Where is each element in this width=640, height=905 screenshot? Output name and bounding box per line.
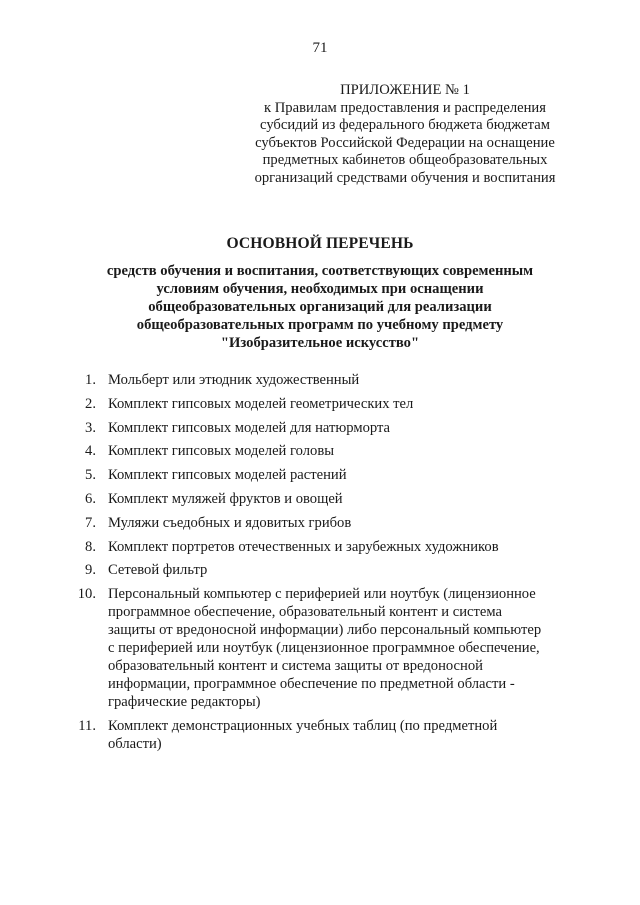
list-item-number: 10. — [77, 586, 96, 603]
list-item-line: образовательный контент и система защиты от вредоносной — [108, 658, 483, 675]
list-item-line: Комплект демонстрационных учебных таблиц (по предметной — [108, 717, 498, 734]
list-item — [0, 371, 640, 395]
subtitle-line: условиям обучения, необходимых при оснащении — [156, 281, 484, 297]
appendix-line: субсидий из федерального бюджета бюджетам — [260, 117, 550, 133]
list-item-number: 9. — [85, 562, 96, 579]
document-title: ОСНОВНОЙ ПЕРЕЧЕНЬ — [226, 235, 414, 252]
appendix-line: предметных кабинетов общеобразовательных — [262, 152, 548, 168]
appendix-line: субъектов Российской Федерации на оснащение — [255, 134, 555, 151]
list-item-line: Сетевой фильтр — [108, 562, 208, 579]
list-item — [0, 395, 640, 419]
list-item — [0, 419, 640, 443]
list-item-line: защиты от вредоносной информации) либо персональный компьютер — [108, 622, 542, 639]
document-subtitle — [0, 262, 640, 352]
list-item-number: 11. — [78, 717, 96, 734]
list-item-line: области) — [108, 735, 162, 752]
appendix-title: ПРИЛОЖЕНИЕ № 1 — [340, 82, 470, 98]
list-item-line: графические редакторы) — [108, 694, 261, 711]
equipment-list — [0, 371, 640, 759]
list-item-text — [108, 561, 568, 579]
list-item-line: Мольберт или этюдник художественный — [108, 372, 360, 388]
list-item — [0, 514, 640, 538]
list-item-text — [108, 717, 568, 753]
list-item — [0, 466, 640, 490]
list-item-number: 4. — [85, 443, 96, 460]
subtitle-line: общеобразовательных программ по учебному предмету — [136, 317, 504, 333]
list-item-number: 6. — [85, 490, 96, 507]
subtitle-line: общеобразовательных организаций для реализации — [148, 299, 492, 315]
list-item — [0, 442, 640, 466]
list-item — [0, 490, 640, 514]
list-item-line: Комплект гипсовых моделей геометрических тел — [108, 395, 414, 412]
list-item-line: Муляжи съедобных и ядовитых грибов — [108, 514, 352, 531]
list-item-number: 1. — [85, 372, 96, 388]
list-item-number: 5. — [85, 467, 96, 484]
list-item-text — [108, 490, 568, 508]
list-item-number: 2. — [85, 395, 96, 412]
list-item-text — [108, 395, 568, 413]
list-item-line: Комплект портретов отечественных и зарубежных художников — [108, 538, 499, 555]
list-item — [0, 717, 640, 759]
appendix-line: к Правилам предоставления и распределения — [264, 99, 546, 116]
list-item-line: Комплект гипсовых моделей для натюрморта — [108, 419, 391, 436]
list-item — [0, 585, 640, 717]
list-item-text — [108, 466, 568, 484]
list-item-text — [108, 371, 568, 389]
list-item-number: 7. — [85, 514, 96, 531]
list-item-number: 8. — [85, 538, 96, 555]
appendix-header — [220, 82, 590, 187]
list-item-line: Комплект гипсовых моделей головы — [108, 443, 335, 460]
list-item-text — [108, 442, 568, 460]
list-item-text — [108, 585, 568, 711]
list-item — [0, 561, 640, 585]
appendix-line: организаций средствами обучения и воспитания — [254, 169, 556, 186]
list-item — [0, 538, 640, 562]
list-item-text — [108, 419, 568, 437]
list-item-text — [108, 538, 568, 556]
list-item-line: информации, программное обеспечение по предметной области - — [108, 676, 515, 693]
subtitle-line: "Изобразительное искусство" — [220, 335, 420, 351]
list-item-line: с периферией или ноутбук (лицензионное программное обеспечение, — [108, 640, 540, 657]
list-item-line: Комплект гипсовых моделей растений — [108, 467, 347, 484]
page-number: 71 — [312, 40, 328, 56]
list-item-line: Персональный компьютер с периферией или ноутбук (лицензионное — [108, 586, 536, 603]
list-item-text — [108, 514, 568, 532]
list-item-line: программное обеспечение, образовательный контент и система — [108, 604, 503, 621]
list-item-number: 3. — [85, 419, 96, 436]
subtitle-line: средств обучения и воспитания, соответствующих современным — [106, 263, 534, 279]
list-item-line: Комплект муляжей фруктов и овощей — [108, 490, 343, 507]
